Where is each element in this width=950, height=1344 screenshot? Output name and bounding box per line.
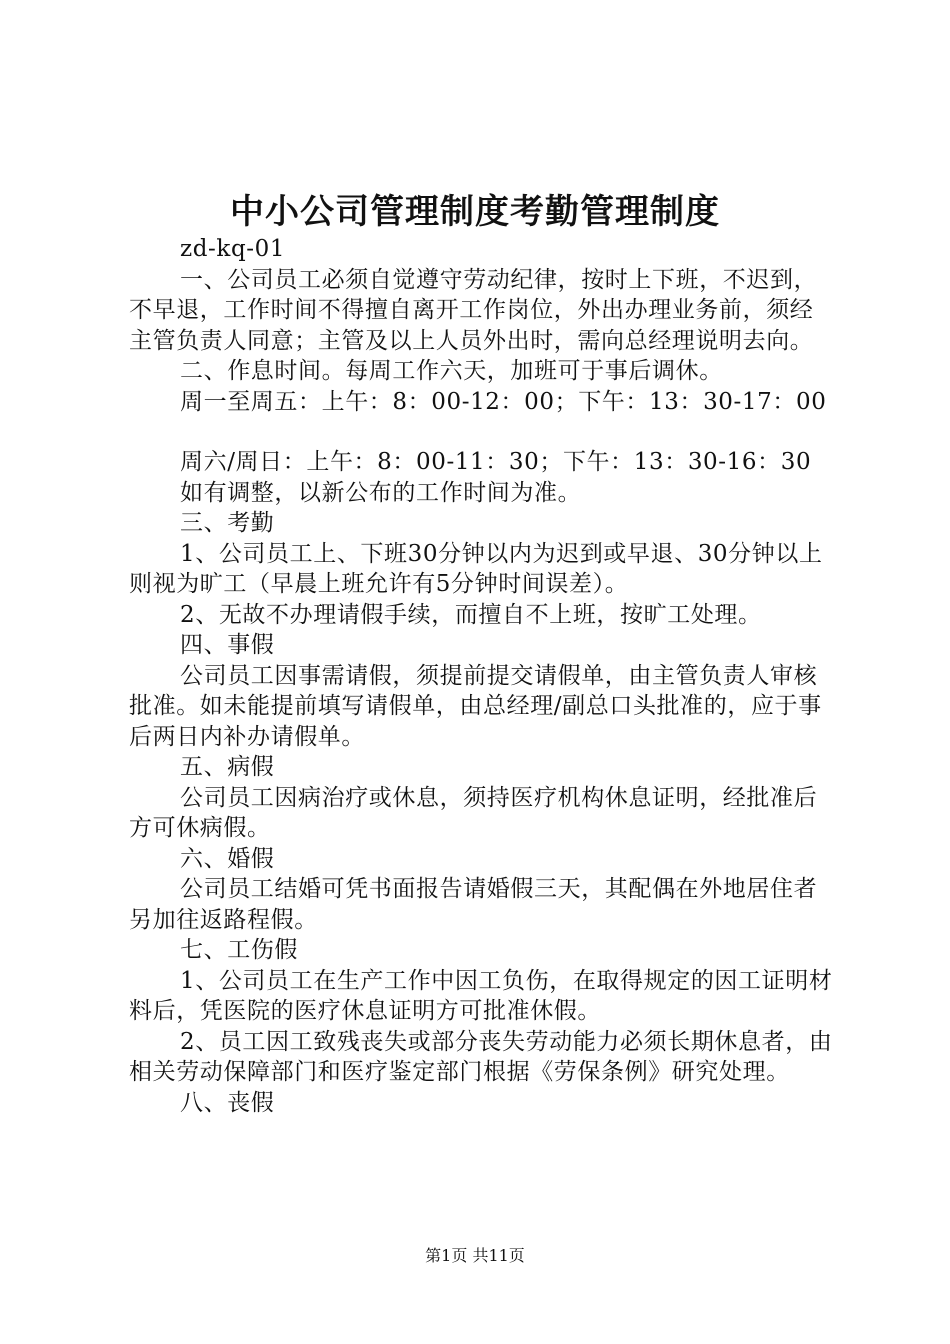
paragraph-personal-leave: 公司员工因事需请假，须提前提交请假单，由主管负责人审核批准。如未能提前填写请假单，由总经理/副总口头批准的，应于事后两日内补办请假单。: [129, 662, 822, 750]
section-heading-marriage-leave: 六、婚假: [180, 845, 275, 872]
paragraph-injury-leave-1: 1、公司员工在生产工作中因工负伤，在取得规定的因工证明材料后，凭医院的医疗休息证明方可批准休假。: [129, 967, 833, 1024]
paragraph-late-early: 1、公司员工上、下班30分钟以内为迟到或早退、30分钟以上则视为旷工（早晨上班允许有5分钟时间误差）。: [129, 540, 823, 597]
document-code: zd-kq-01: [180, 236, 286, 262]
paragraph-weekday-hours: 周一至周五：上午：8：00-12：00；下午：13：30-17：00: [180, 388, 827, 415]
paragraph-work-hours: 二、作息时间。每周工作六天，加班可于事后调休。: [180, 358, 723, 384]
paragraph-weekend-hours: 周六/周日：上午：8：00-11：30；下午：13：30-16：30: [180, 449, 812, 475]
section-heading-personal-leave: 四、事假: [180, 632, 275, 658]
page-number: 第1页 共11页: [425, 1246, 525, 1265]
document-body: [129, 234, 834, 1118]
blank-line: [129, 417, 834, 447]
paragraph-adjustment-note: 如有调整，以新公布的工作时间为准。: [180, 479, 582, 506]
section-heading-sick-leave: 五、病假: [180, 754, 275, 780]
paragraph-attendance-rule-1: 一、公司员工必须自觉遵守劳动纪律，按时上下班，不迟到，不早退，工作时间不得擅自离开工作岗位，外出办理业务前，须经主管负责人同意；主管及以上人员外出时，需向总经理说明去向。: [129, 266, 818, 354]
section-heading-injury-leave: 七、工伤假: [180, 937, 298, 963]
paragraph-marriage-leave: 公司员工结婚可凭书面报告请婚假三天，其配偶在外地居住者另加往返路程假。: [129, 876, 818, 933]
section-heading-bereavement-leave: 八、丧假: [180, 1089, 275, 1116]
paragraph-injury-leave-2: 2、员工因工致残丧失或部分丧失劳动能力必须长期休息者，由相关劳动保障部门和医疗鉴定部门根据《劳保条例》研究处理。: [129, 1028, 833, 1085]
section-heading-attendance: 三、考勤: [180, 510, 275, 536]
document-title: 中小公司管理制度考勤管理制度: [230, 192, 720, 232]
paragraph-absence: 2、无故不办理请假手续，而擅自不上班，按旷工处理。: [180, 601, 762, 628]
paragraph-sick-leave: 公司员工因病治疗或休息，须持医疗机构休息证明，经批准后方可休病假。: [129, 784, 818, 841]
